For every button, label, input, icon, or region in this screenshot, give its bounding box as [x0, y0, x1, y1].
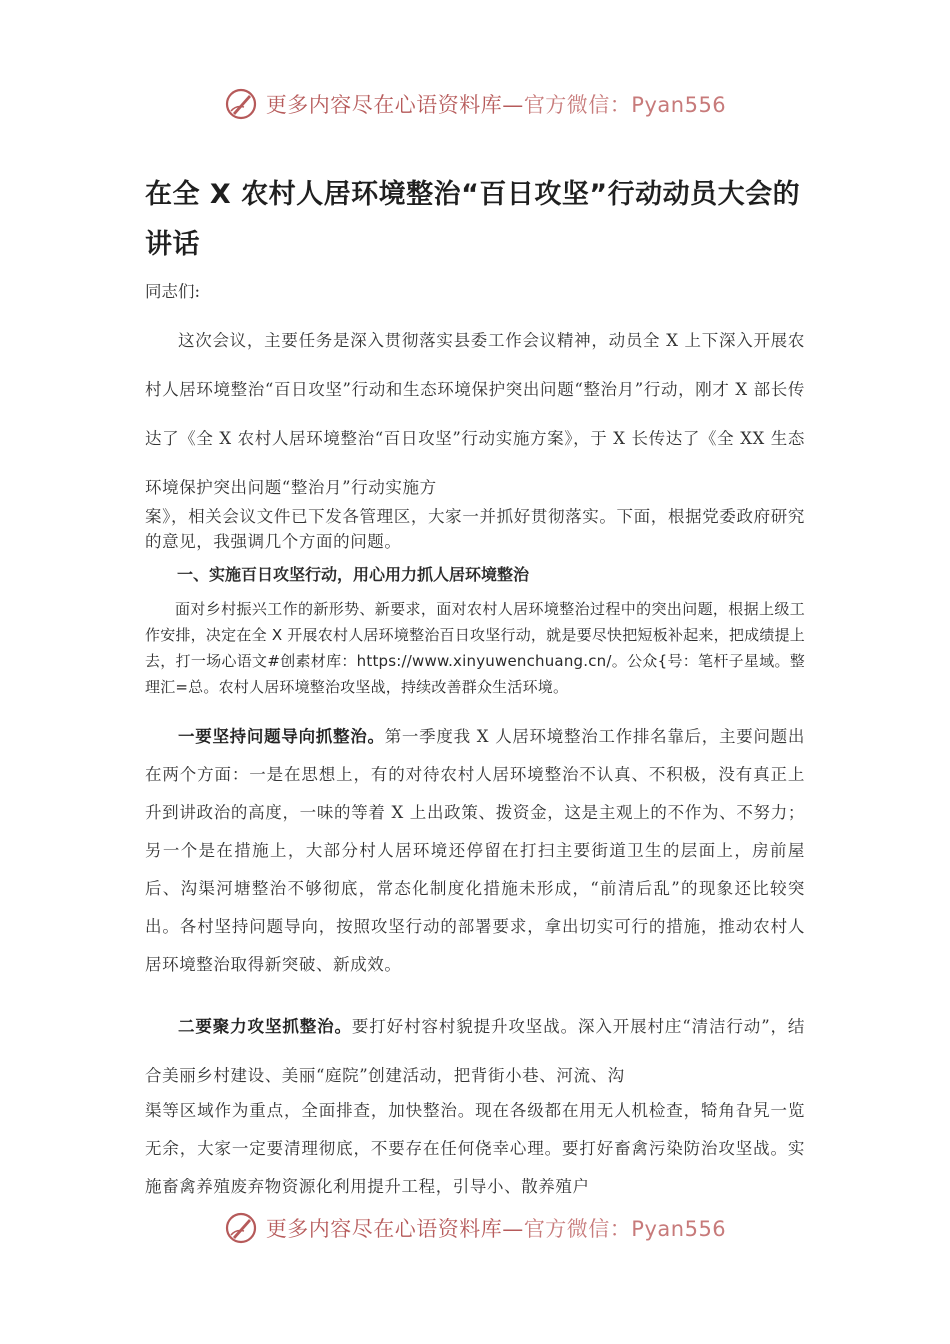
greeting: 同志们:	[145, 282, 201, 301]
banner-main-text: 更多内容尽在心语资料库—	[265, 1217, 524, 1241]
header-banner	[0, 84, 950, 124]
point-1-text: 第一季度我 X 人居环境整治工作排名靠后，主要问题出在两个方面：一是在思想上，有的对待农村人居环境整治不认真、不积极，没有真正上升到讲政治的高度，一味的等着 X 上出政策、拨资金，这是主观上的不作为、不努力；另一个是在措施上，大部分村人居环境还停留在打扫主要街道卫生的层面上，房前屋后、沟渠河塘整治不够彻底，常态化制度化措施未形成，“前清后乱”的现象还比较突出。各村坚持问题导向，按照攻坚行动的部署要求，拿出切实可行的措施，推动农村人居环境整治取得新突破、新成效。	[145, 727, 805, 974]
quill-logo-icon	[224, 1211, 258, 1245]
point-2-paragraph-continued: 渠等区域作为重点，全面排查，加快整治。现在各级都在用无人机检查，犄角旮旯一览无余，大家一定要清理彻底，不要存在任何侥幸心理。要打好畜禽污染防治攻坚战。实施畜禽养殖废弃物资源化利用提升工程，引导小、散养殖户	[145, 1101, 805, 1196]
section-1-heading: 一、实施百日攻坚行动，用心用力抓人居环境整治	[177, 565, 530, 584]
banner-main-text: 更多内容尽在心语资料库—	[265, 93, 524, 117]
banner-text	[266, 89, 726, 119]
section-1-paragraph: 面对乡村振兴工作的新形势、新要求，面对农村人居环境整治过程中的突出问题，根据上级工作安排，决定在全 X 开展农村人居环境整治百日攻坚行动，就是要尽快把短板补起来，把成绩提上去，打一场心语文#创素材库：https://www.xinyuwenchuang.cn/。公众{号：笔杆子星域。整理汇=总。农村人居环境整治攻坚战，持续改善群众生活环境。	[145, 600, 805, 696]
intro-paragraph-continued: 案》，相关会议文件已下发各管理区，大家一并抓好贯彻落实。下面，根据党委政府研究的意见，我强调几个方面的问题。	[145, 507, 805, 551]
document-body	[145, 170, 805, 1206]
point-1-paragraph	[145, 718, 805, 984]
point-2-paragraph	[145, 1002, 805, 1100]
banner-text	[266, 1213, 726, 1243]
footer-banner	[0, 1208, 950, 1248]
banner-wechat-text: 官方微信：Pyan556	[523, 93, 727, 117]
document-title: 在全 X 农村人居环境整治“百日攻坚”行动动员大会的讲话	[145, 179, 801, 260]
point-1-lead: 一要坚持问题导向抓整治。	[178, 727, 385, 746]
quill-logo-icon	[224, 87, 258, 121]
intro-paragraph: 这次会议，主要任务是深入贯彻落实县委工作会议精神，动员全 X 上下深入开展农村人居环境整治“百日攻坚”行动和生态环境保护突出问题“整治月”行动，刚才 X 部长传达了《全 X 农村人居环境整治“百日攻坚”行动实施方案》，于 X 长传达了《全 XX 生态环境保护突出问题“整治月”行动实施方	[145, 331, 805, 497]
point-2-lead: 二要聚力攻坚抓整治。	[178, 1017, 352, 1036]
banner-wechat-text: 官方微信：Pyan556	[523, 1217, 727, 1241]
point-2-text: 要打好村容村貌提升攻坚战。深入开展村庄“清洁行动”，结合美丽乡村建设、美丽“庭院”创建活动，把背街小巷、河流、沟	[145, 1017, 806, 1085]
